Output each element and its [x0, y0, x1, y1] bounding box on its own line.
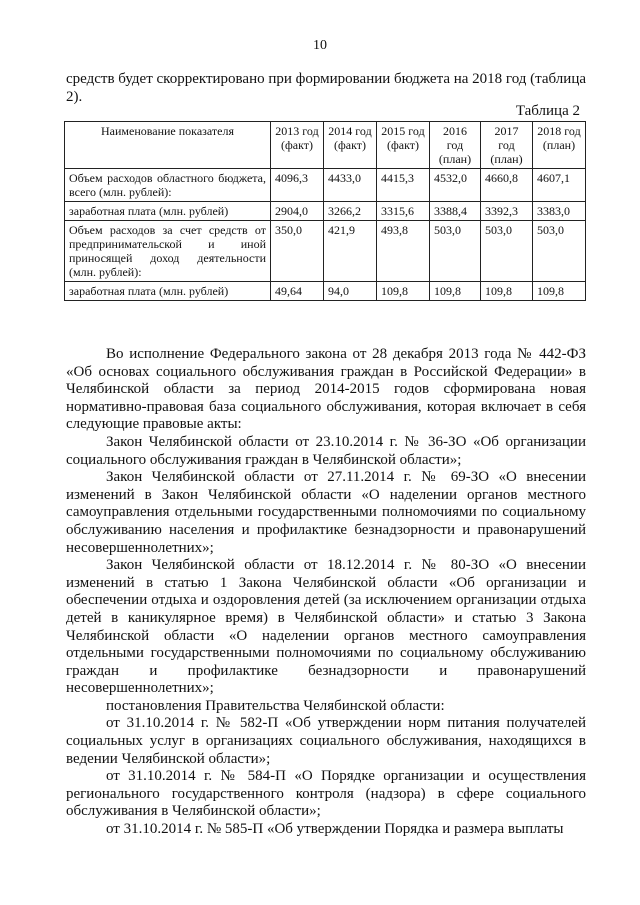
table-cell: 350,0 [271, 221, 324, 282]
table-cell: 4607,1 [533, 169, 586, 202]
table-cell: 4096,3 [271, 169, 324, 202]
table-cell: 3315,6 [377, 202, 430, 221]
table-cell: 2904,0 [271, 202, 324, 221]
page-number: 10 [313, 38, 327, 53]
header-cell-2014: 2014 год (факт) [324, 122, 377, 169]
budget-table [64, 121, 586, 301]
row-label: Объем расходов областного бюджета, всего (млн. рублей): [65, 169, 271, 202]
table-caption: Таблица 2 [515, 103, 580, 119]
table-cell: 503,0 [430, 221, 481, 282]
table-cell: 94,0 [324, 282, 377, 301]
header-cell-2018: 2018 год (план) [533, 122, 586, 169]
table-cell: 109,8 [533, 282, 586, 301]
paragraph: постановления Правительства Челябинской области: [106, 697, 445, 714]
header-cell-2016: 2016 год (план) [430, 122, 481, 169]
body-text [66, 346, 586, 839]
paragraph: от 31.10.2014 г. № 584-П «О Порядке организации и осуществления регионального государственного контроля (надзора) в сфере социального обслуживания в Челябинской области»; [66, 768, 586, 820]
table-cell: 4532,0 [430, 169, 481, 202]
table-cell: 109,8 [377, 282, 430, 301]
table-cell: 3266,2 [324, 202, 377, 221]
paragraph: Закон Челябинской области от 27.11.2014 г. № 69-ЗО «О внесении изменений в Закон Челябинской области «О наделении органов местного самоуправления отдельными государственными полномочиями по социальному обслуживанию населения и профилактике безнадзорности и правонарушений несовершеннолетних»; [66, 469, 586, 556]
paragraph: Во исполнение Федерального закона от 28 декабря 2013 года № 442-ФЗ «Об основах социального обслуживания граждан в Российской Федерации» в Челябинской области за период 2014-2015 годов сформирована новая нормативно-правовая база социального обслуживания, которая включает в себя следующие правовые акты: [66, 346, 586, 433]
table-cell: 503,0 [481, 221, 533, 282]
header-cell-indicator: Наименование показателя [65, 122, 271, 169]
table-cell: 3392,3 [481, 202, 533, 221]
table-row [65, 202, 586, 221]
table-cell: 4415,3 [377, 169, 430, 202]
paragraph: Закон Челябинской области от 23.10.2014 г. № 36-ЗО «Об организации социального обслуживания граждан в Челябинской области»; [66, 433, 586, 468]
header-cell-2013: 2013 год (факт) [271, 122, 324, 169]
row-label: заработная плата (млн. рублей) [65, 282, 271, 301]
table-cell: 109,8 [430, 282, 481, 301]
row-label: заработная плата (млн. рублей) [65, 202, 271, 221]
table-cell: 4660,8 [481, 169, 533, 202]
paragraph: от 31.10.2014 г. № 585-П «Об утверждении Порядка и размера выплаты [106, 821, 564, 838]
intro-paragraph: средств будет скорректировано при формировании бюджета на 2018 год (таблица 2). [66, 71, 586, 105]
table-row [65, 221, 586, 282]
paragraph: Закон Челябинской области от 18.12.2014 г. № 80-ЗО «О внесении изменений в статью 1 Закона Челябинской области «Об организации и обеспечении отдыха и оздоровления детей (за исключением организации отдыха детей в каникулярное время) в Челябинской области» и статью 3 Закона Челябинской области «О наделении органов местного самоуправления отдельными государственными полномочиями по социальному обслуживанию граждан и профилактике безнадзорности и правонарушений несовершеннолетних»; [66, 557, 586, 697]
header-cell-2015: 2015 год (факт) [377, 122, 430, 169]
table-cell: 3388,4 [430, 202, 481, 221]
table-cell: 3383,0 [533, 202, 586, 221]
table-row [65, 169, 586, 202]
table-header-row [65, 122, 586, 169]
table-cell: 109,8 [481, 282, 533, 301]
table-cell: 4433,0 [324, 169, 377, 202]
table-cell: 503,0 [533, 221, 586, 282]
table-cell: 421,9 [324, 221, 377, 282]
table-cell: 493,8 [377, 221, 430, 282]
row-label: Объем расходов за счет средств от предпринимательской и иной приносящей доход деятельности (млн. рублей): [65, 221, 271, 282]
table-row [65, 282, 586, 301]
table-cell: 49,64 [271, 282, 324, 301]
header-cell-2017: 2017 год (план) [481, 122, 533, 169]
paragraph: от 31.10.2014 г. № 582-П «Об утверждении норм питания получателей социальных услуг в организациях социального обслуживания, находящихся в ведении Челябинской области»; [66, 715, 586, 767]
